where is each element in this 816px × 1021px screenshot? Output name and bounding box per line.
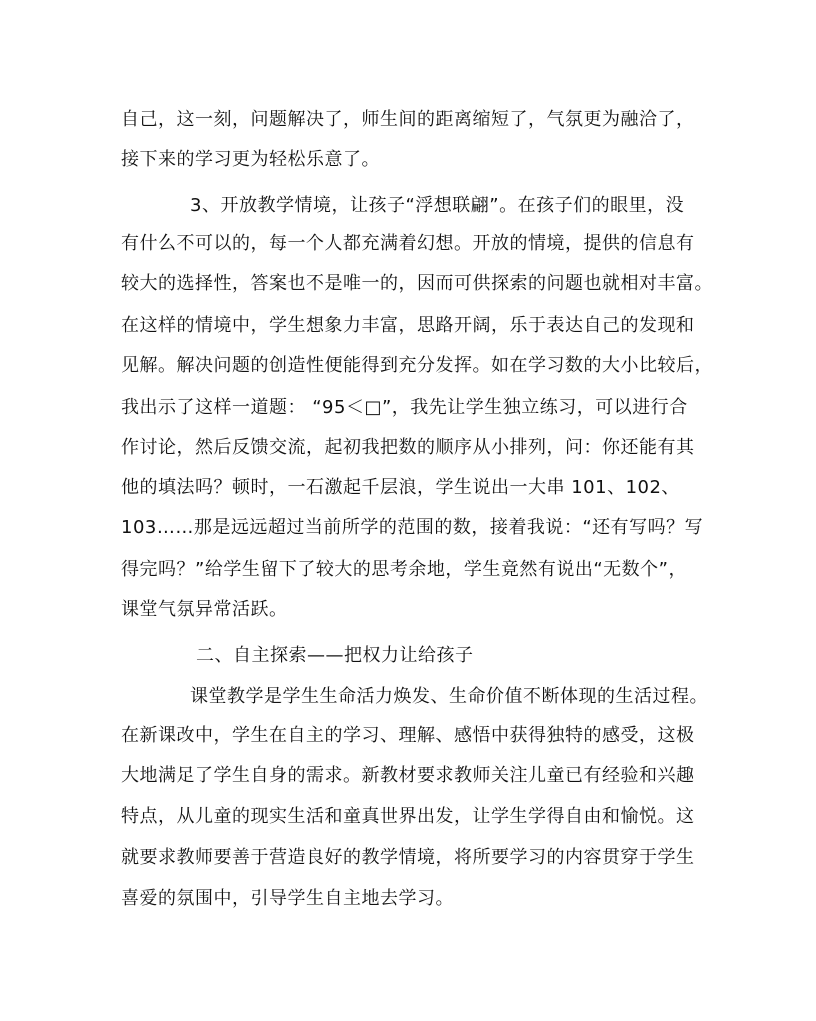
text-line: 接下来的学习更为轻松乐意了。 (121, 149, 380, 170)
text-line: 自己，这一刻，问题解决了，师生间的距离缩短了，气氛更为融洽了， (121, 109, 695, 130)
text-line: 课堂气氛异常活跃。 (121, 599, 288, 620)
text-line: 大地满足了学生自身的需求。新教材要求教师关注儿童已有经验和兴趣 (121, 765, 695, 786)
text-line: 课堂教学是学生生命活力焕发、生命价值不断体现的生活过程。 (190, 686, 708, 707)
text-line: 有什么不可以的，每一个人都充满着幻想。开放的情境，提供的信息有 (121, 233, 695, 254)
text-line: 就要求教师要善于营造良好的教学情境，将所要学习的内容贯穿于学生 (121, 847, 695, 868)
text-line: 他的填法吗？顿时，一石激起千层浪，学生说出一大串 101、102、 (121, 477, 680, 498)
text-line: 在这样的情境中，学生想象力丰富，思路开阔，乐于表达自己的发现和 (121, 315, 695, 336)
text-line: 作讨论，然后反馈交流，起初我把数的顺序从小排列，问：你还能有其 (121, 437, 695, 458)
text-line: 见解。解决问题的创造性便能得到充分发挥。如在学习数的大小比较后， (121, 355, 713, 376)
text-line: 103……那是远远超过当前所学的范围的数，接着我说：“还有写吗？写 (121, 517, 704, 538)
text-line: 特点，从儿童的现实生活和童真世界出发，让学生学得自由和愉悦。这 (121, 806, 695, 827)
text-line: 在新课改中，学生在自主的学习、理解、感悟中获得独特的感受，这极 (121, 725, 695, 746)
text-line: 3、开放教学情境，让孩子“浮想联翩”。在孩子们的眼里，没 (190, 195, 685, 216)
text-line: 喜爱的氛围中，引导学生自主地去学习。 (121, 888, 454, 909)
text-line: 较大的选择性，答案也不是唯一的，因而可供探索的问题也就相对丰富。 (121, 273, 713, 294)
text-line: 得完吗？”给学生留下了较大的思考余地，学生竟然有说出“无数个”， (121, 559, 687, 580)
section-heading: 二、自主探索——把权力让给孩子 (196, 645, 474, 666)
text-line: 我出示了这样一道题： “95＜□”，我先让学生独立练习，可以进行合 (121, 397, 688, 418)
